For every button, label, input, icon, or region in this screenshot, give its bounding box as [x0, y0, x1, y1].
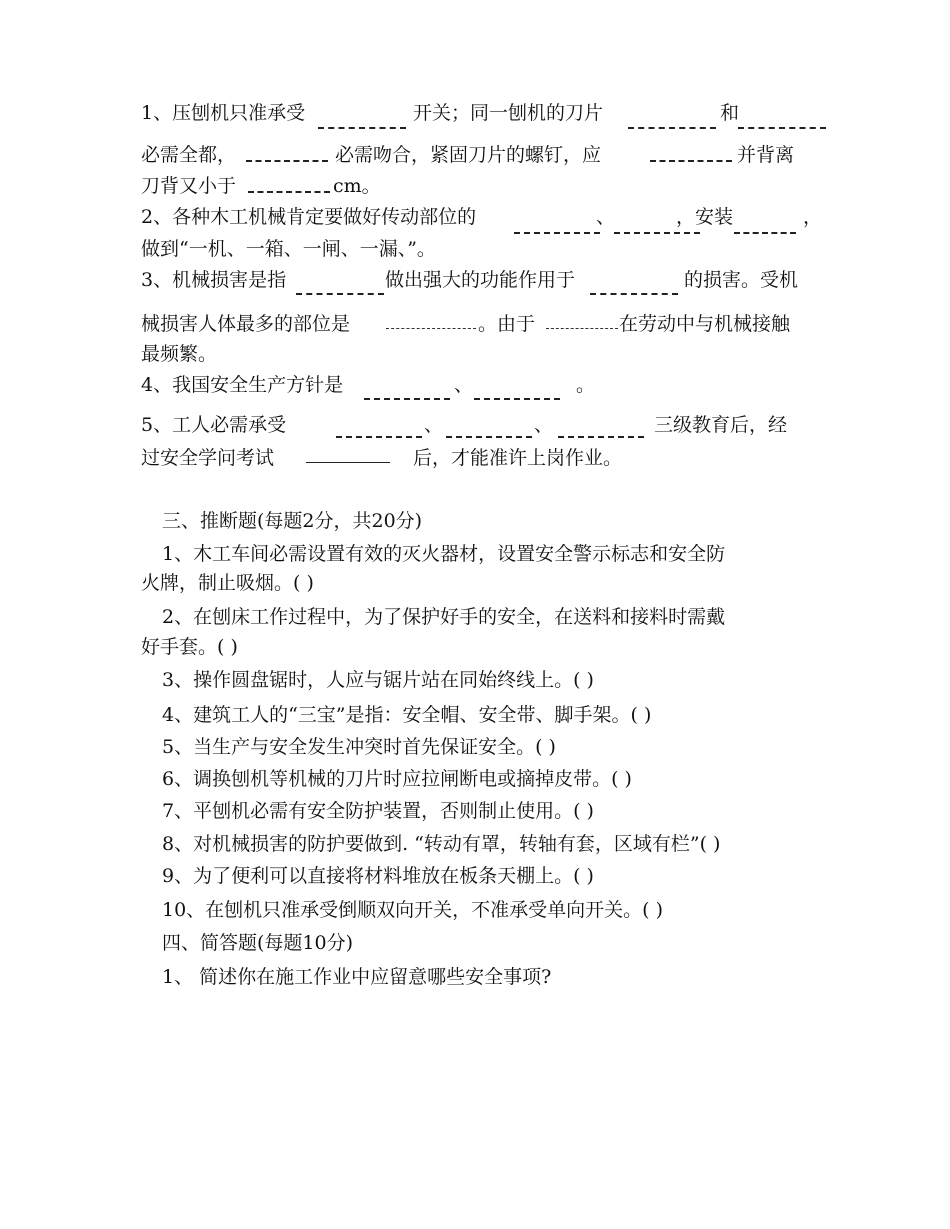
q5-text-d: 三级教育后，经: [654, 414, 788, 436]
q2-blank-2[interactable]: [614, 232, 700, 234]
q5-blank-2[interactable]: [446, 436, 532, 438]
q4-text-c: 。: [576, 374, 596, 396]
q5-blank-1[interactable]: [336, 436, 422, 438]
judgment-line: 9、为了便利可以直接将材料堆放在板条天棚上。( ): [162, 865, 594, 887]
judgment-line: 8、对机械损害的防护要做到. “转动有罩，转轴有套，区域有栏”( ): [162, 833, 721, 855]
q5-text-a: 5、工人必需承受: [141, 414, 287, 436]
q3-blank-1[interactable]: [296, 293, 384, 295]
q3-line2-c: 在劳动中与机械接触: [619, 313, 791, 335]
judgment-line: 5、当生产与安全发生冲突时首先保证安全。( ): [162, 736, 556, 758]
judgment-line: 7、平刨机必需有安全防护装置，否则制止使用。( ): [162, 800, 594, 822]
judgment-line: 1、木工车间必需设置有效的灭火器材，设置安全警示标志和安全防: [162, 543, 726, 565]
q4-blank-2[interactable]: [474, 398, 560, 400]
q3-text-b: 做出强大的功能作用于: [385, 269, 576, 291]
q5-line2-b: 后，才能准许上岗作业。: [413, 447, 623, 469]
judgment-title: 三、推断题(每题2分，共20分): [162, 510, 423, 532]
judgment-line: 6、调换刨机等机械的刀片时应拉闸断电或摘掉皮带。( ): [162, 768, 632, 790]
q2-text-c: ，安装: [676, 206, 734, 228]
q1-line2-b: 必需吻合，紧固刀片的螺钉，应: [335, 144, 602, 166]
q1-line2-c: 并背离: [737, 144, 795, 166]
q1-blank-6[interactable]: [248, 191, 330, 193]
q3-blank-3[interactable]: [386, 328, 476, 329]
q3-line2-b: 。由于: [478, 313, 536, 335]
judgment-line: 火牌，制止吸烟。( ): [141, 572, 314, 594]
judgment-line: 好手套。( ): [141, 636, 238, 658]
q1-blank-4[interactable]: [246, 160, 328, 162]
q1-text-c: 和: [720, 102, 740, 124]
q3-text-c: 的损害。受机: [684, 269, 799, 291]
q1-line3-b: cm。: [333, 175, 381, 197]
q3-blank-4[interactable]: [546, 328, 618, 329]
q4-blank-1[interactable]: [364, 398, 450, 400]
q1-blank-2[interactable]: [628, 127, 716, 129]
q2-text-b: 、: [596, 206, 616, 228]
judgment-line: 4、建筑工人的“三宝”是指：安全帽、安全带、脚手架。( ): [162, 704, 652, 726]
q2-blank-1[interactable]: [514, 232, 600, 234]
q4-text-a: 4、我国安全生产方针是: [141, 374, 344, 396]
q1-blank-1[interactable]: [318, 127, 406, 129]
q1-blank-3[interactable]: [738, 127, 826, 129]
q3-line2-a: 械损害人体最多的部位是: [141, 313, 351, 335]
q1-text-b: 开关；同一刨机的刀片: [413, 102, 604, 124]
short-answer-title: 四、简答题(每题10分): [162, 932, 354, 954]
short-answer-question: 1、 简述你在施工作业中应留意哪些安全事项?: [162, 966, 552, 988]
q1-line2-a: 必需全都，: [141, 144, 237, 166]
q5-line2-a: 过安全学问考试: [141, 447, 275, 469]
q4-text-b: 、: [454, 374, 474, 396]
q5-blank-4[interactable]: [306, 462, 390, 463]
q3-blank-2[interactable]: [590, 293, 678, 295]
q1-line3-a: 刀背又小于: [141, 175, 237, 197]
q5-text-b: 、: [424, 414, 444, 436]
q2-text-a: 2、各种木工机械肯定要做好传动部位的: [141, 206, 477, 228]
q1-blank-5[interactable]: [650, 160, 732, 162]
q5-blank-3[interactable]: [558, 436, 644, 438]
q2-blank-3[interactable]: [734, 232, 796, 234]
q3-line3: 最频繁。: [141, 343, 218, 365]
judgment-line: 3、操作圆盘锯时，人应与锯片站在同始终线上。( ): [162, 669, 594, 691]
q3-text-a: 3、机械损害是指: [141, 269, 287, 291]
q5-text-c: 、: [534, 414, 554, 436]
q1-text-a: 1、压刨机只准承受: [141, 102, 306, 124]
q2-text-d: ，: [803, 206, 823, 228]
q2-line2: 做到“一机、一箱、一闸、一漏、”。: [141, 238, 436, 260]
judgment-line: 10、在刨机只准承受倒顺双向开关，不准承受单向开关。( ): [162, 899, 664, 921]
judgment-line: 2、在刨床工作过程中，为了保护好手的安全，在送料和接料时需戴: [162, 606, 726, 628]
